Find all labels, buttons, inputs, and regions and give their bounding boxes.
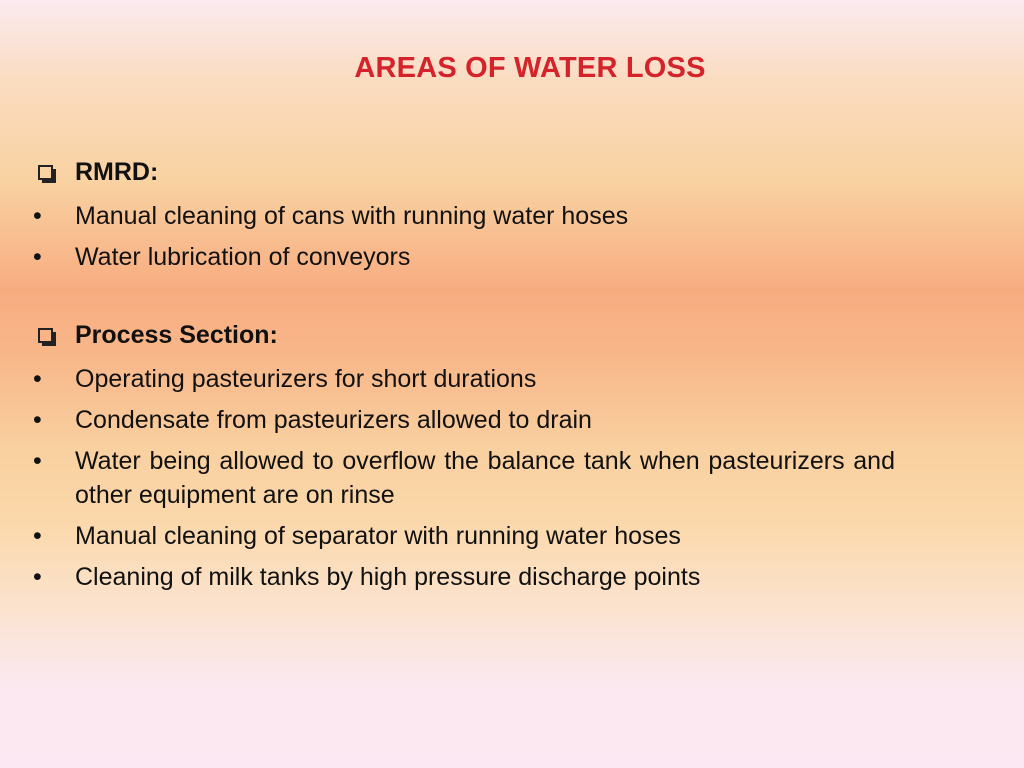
list-item bbox=[0, 199, 895, 233]
section-rmrd bbox=[0, 158, 1024, 281]
bullet-icon: • bbox=[33, 406, 42, 434]
bullet-list bbox=[0, 362, 1024, 594]
checkbox-icon bbox=[38, 165, 53, 180]
bullet-icon: • bbox=[33, 365, 42, 393]
bullet-icon: • bbox=[33, 243, 42, 271]
section-heading bbox=[0, 321, 1024, 362]
bullet-icon: • bbox=[33, 202, 42, 230]
bullet-list bbox=[0, 199, 1024, 274]
list-item bbox=[0, 362, 895, 396]
list-item bbox=[0, 560, 895, 594]
bullet-icon: • bbox=[33, 447, 42, 475]
list-item-text: Water being allowed to overflow the balance tank when pasteurizers and other equipment are on rinse bbox=[75, 447, 895, 509]
list-item bbox=[0, 240, 895, 274]
bullet-icon: • bbox=[33, 522, 42, 550]
list-item-text: Water lubrication of conveyors bbox=[75, 243, 411, 271]
list-item bbox=[0, 403, 895, 437]
list-item-text: Cleaning of milk tanks by high pressure discharge points bbox=[75, 563, 701, 591]
bullet-icon: • bbox=[33, 563, 42, 591]
list-item-text: Operating pasteurizers for short durations bbox=[75, 365, 537, 393]
list-item-text: Condensate from pasteurizers allowed to drain bbox=[75, 406, 592, 434]
list-item-text: Manual cleaning of separator with running water hoses bbox=[75, 522, 681, 550]
list-item bbox=[0, 519, 895, 553]
list-item bbox=[0, 444, 895, 512]
slide-title: AREAS OF WATER LOSS bbox=[354, 52, 706, 84]
section-heading-text: Process Section: bbox=[75, 321, 278, 349]
section-heading bbox=[0, 158, 1024, 199]
section-heading-text: RMRD: bbox=[75, 158, 159, 186]
list-item-text: Manual cleaning of cans with running water hoses bbox=[75, 202, 629, 230]
section-process bbox=[0, 321, 1024, 601]
checkbox-icon bbox=[38, 328, 53, 343]
